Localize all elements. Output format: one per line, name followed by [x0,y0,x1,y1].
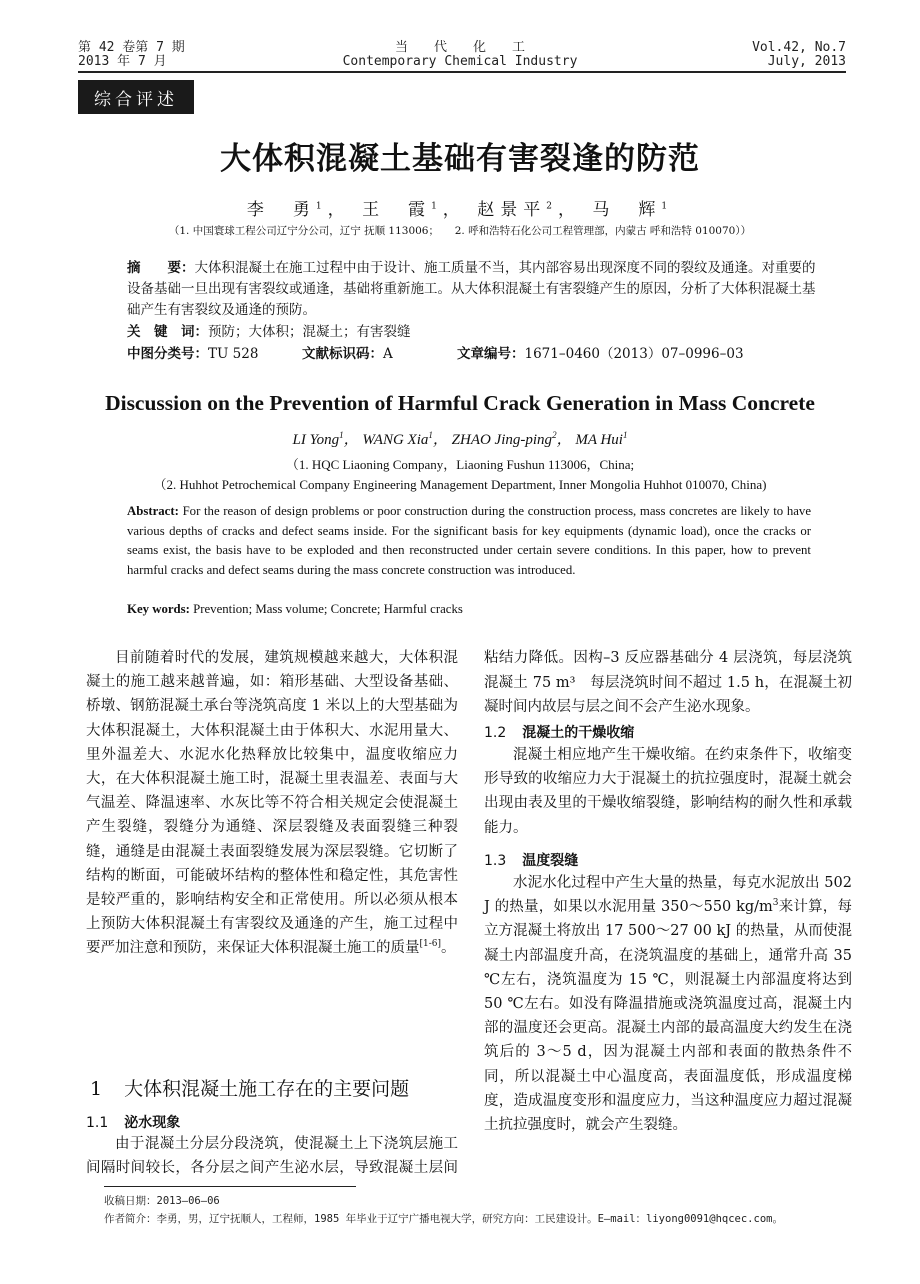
affiliation-cn: （1. 中国寰球工程公司辽宁分公司，辽宁 抚顺 113006； 2. 呼和浩特石化公司工程管理部，内蒙古 呼和浩特 010070）） [168,225,752,237]
section-heading-1-1: 1.1 泌水现象 [86,1115,181,1131]
intro-paragraph: 目前随着时代的发展，建筑规模越来越大，大体积混凝土的施工越来越普遍，如：箱形基础、大型设备基础、桥墩、钢筋混凝土承台等浇筑高度 1 米以上的大型基础为大体积混凝土，大体积混凝土由于体积大、水泥用量大、里外温差大、水泥水化热释放比较集中，温度收缩应力大，在大体积混凝土施工时，混凝土里表温差、表面与大气温差、降温速率、水灰比等不符合相关规定会使混凝土产生裂缝，裂缝分为通缝、深层裂缝及表面裂缝三种裂缝，通缝是由混凝土表面裂缝发展为深层裂缝。它切断了结构的断面，可能破坏结构的整体性和稳定性，其危害性是较严重的，影响结构安全和正常使用。所以必须从根本上预防大体积混凝土有害裂纹及通逢的产生，施工过程中要严加注意和预防，来保证大体积混凝土施工的质量[1-6]。 [86,650,458,957]
affiliation-en-1: （1. HQC Liaoning Company，Liaoning Fushun 113006，China; [285,457,635,472]
author-name: 李 勇 [246,200,316,220]
keywords-en: Key words: Prevention; Mass volume; Concrete; Harmful cracks [127,602,463,616]
issue-number: 第 42 卷第 7 期 [78,40,185,55]
section-tag: 综合评述 [78,80,194,114]
footnote-rule [104,1186,356,1187]
author-name: 赵景平 [477,200,547,220]
issue-date: 2013 年 7 月 [78,54,167,69]
authors-cn: 李 勇$^1$， 王 霞$^1$， 赵景平$^2$， 马 辉$^1$ [246,200,674,220]
author-name: 马 辉 [592,200,662,220]
section-1-3-text: 水泥水化过程中产生大量的热量，每克水泥放出 502 J 的热量，如果以水泥用量 350～550 $kg/m^3$来计算，每立方混凝土将放出 17 500～27 00 kJ 的热量，从而使混凝土内部温度升高，在浇筑温度的基础上，通常升高 35 ℃左右，浇筑温度为 15 ℃，则混凝土内部温度将达到 50 ℃左右。如没有降温措施或浇筑温度过高，混凝土内部的温度还会更高。混凝土内部的最高温度大约发生在浇筑后的 3～5 d，因为混凝土内部和表面的散热条件不同，所以混凝土中心温度高，表面温度低，形成温度梯度，造成温度变形和温度应力，当这种温度应力超过混凝土抗拉强度时，就会产生裂缝。 [484,875,852,1134]
paper-title-en: Discussion on the Prevention of Harmful Crack Generation in Mass Concrete [105,391,815,415]
paper-title-cn: 大体积混凝土基础有害裂逢的防范 [220,141,700,177]
volume-number: Vol.42, No.7 [752,40,846,55]
section-1-1-text: 由于混凝土分层分段浇筑，使混凝土上下浇筑层施工间隔时间较长，各分层之间产生泌水层，导致混凝土层间 [86,1136,458,1177]
author-name: 王 霞 [362,200,432,220]
section-1-1-text-continued: 粘结力降低。因构–3 反应器基础分 4 层浇筑，每层浇筑混凝土 75 m³ 每层浇筑时间不超过 1.5 h，在混凝土初凝时间内故层与层之间不会产生泌水现象。 [484,650,852,715]
section-1-2-text: 混凝土相应地产生干燥收缩。在约束条件下，收缩变形导致的收缩应力大于混凝土的抗拉强度时，混凝土就会出现由表及里的干燥收缩裂缝，影响结构的耐久性和承载能力。 [484,747,852,836]
section-heading-1-2: 1.2 混凝土的干燥收缩 [484,725,635,741]
journal-name-cn: 当 代 化 工 [394,40,525,55]
abstract-en: Abstract: For the reason of design problems or poor construction during the construction process, mass concretes are likely to have various depths of cracks and defect seams inside. For the significant basis for key equipments (dynamic load), once the cracks or seams exist, the basis have to be exploded and then reconstructed under certain severe conditions. In this paper, how to prevent harmful cracks and defect seams during the mass concrete construction was introduced. [127,504,811,577]
keywords-cn: 关 键 词：预防；大体积；混凝土；有害裂缝 [127,324,411,340]
volume-date: July, 2013 [767,54,846,69]
journal-name-en: Contemporary Chemical Industry [342,54,578,69]
classification-line: 中图分类号：TU 528 文献标识码：A 文章编号：1671–0460（2013）07–0996–03 [127,346,744,362]
affiliation-en-2: （2. Huhhot Petrochemical Company Engineering Management Department, Inner Mongolia Huhhot 010070, China) [153,477,767,492]
received-date: 收稿日期：2013–06–06 [104,1195,220,1207]
header-rule [78,71,846,73]
authors-en: LI Yong$^1$， WANG Xia$^1$， ZHAO Jing-ping$^2$， MA Hui$^1$ [292,430,628,448]
section-heading-1-3: 1.3 温度裂缝 [484,853,579,869]
section-heading-1: 1 大体积混凝土施工存在的主要问题 [90,1078,410,1100]
author-bio: 作者简介：李勇，男，辽宁抚顺人，工程师，1985 年毕业于辽宁广播电视大学，研究方向：工民建设计。E–mail：liyong0091@hqcec.com。 [104,1213,783,1225]
abstract-cn: 摘 要：大体积混凝土在施工过程中由于设计、施工质量不当，其内部容易出现深度不同的裂纹及通逢。对重要的设备基础一旦出现有害裂纹或通逢，基础将重新施工。从大体积混凝土有害裂缝产生的原因，分析了大体积混凝土基础产生有害裂纹及通逢的预防。 [127,260,816,318]
